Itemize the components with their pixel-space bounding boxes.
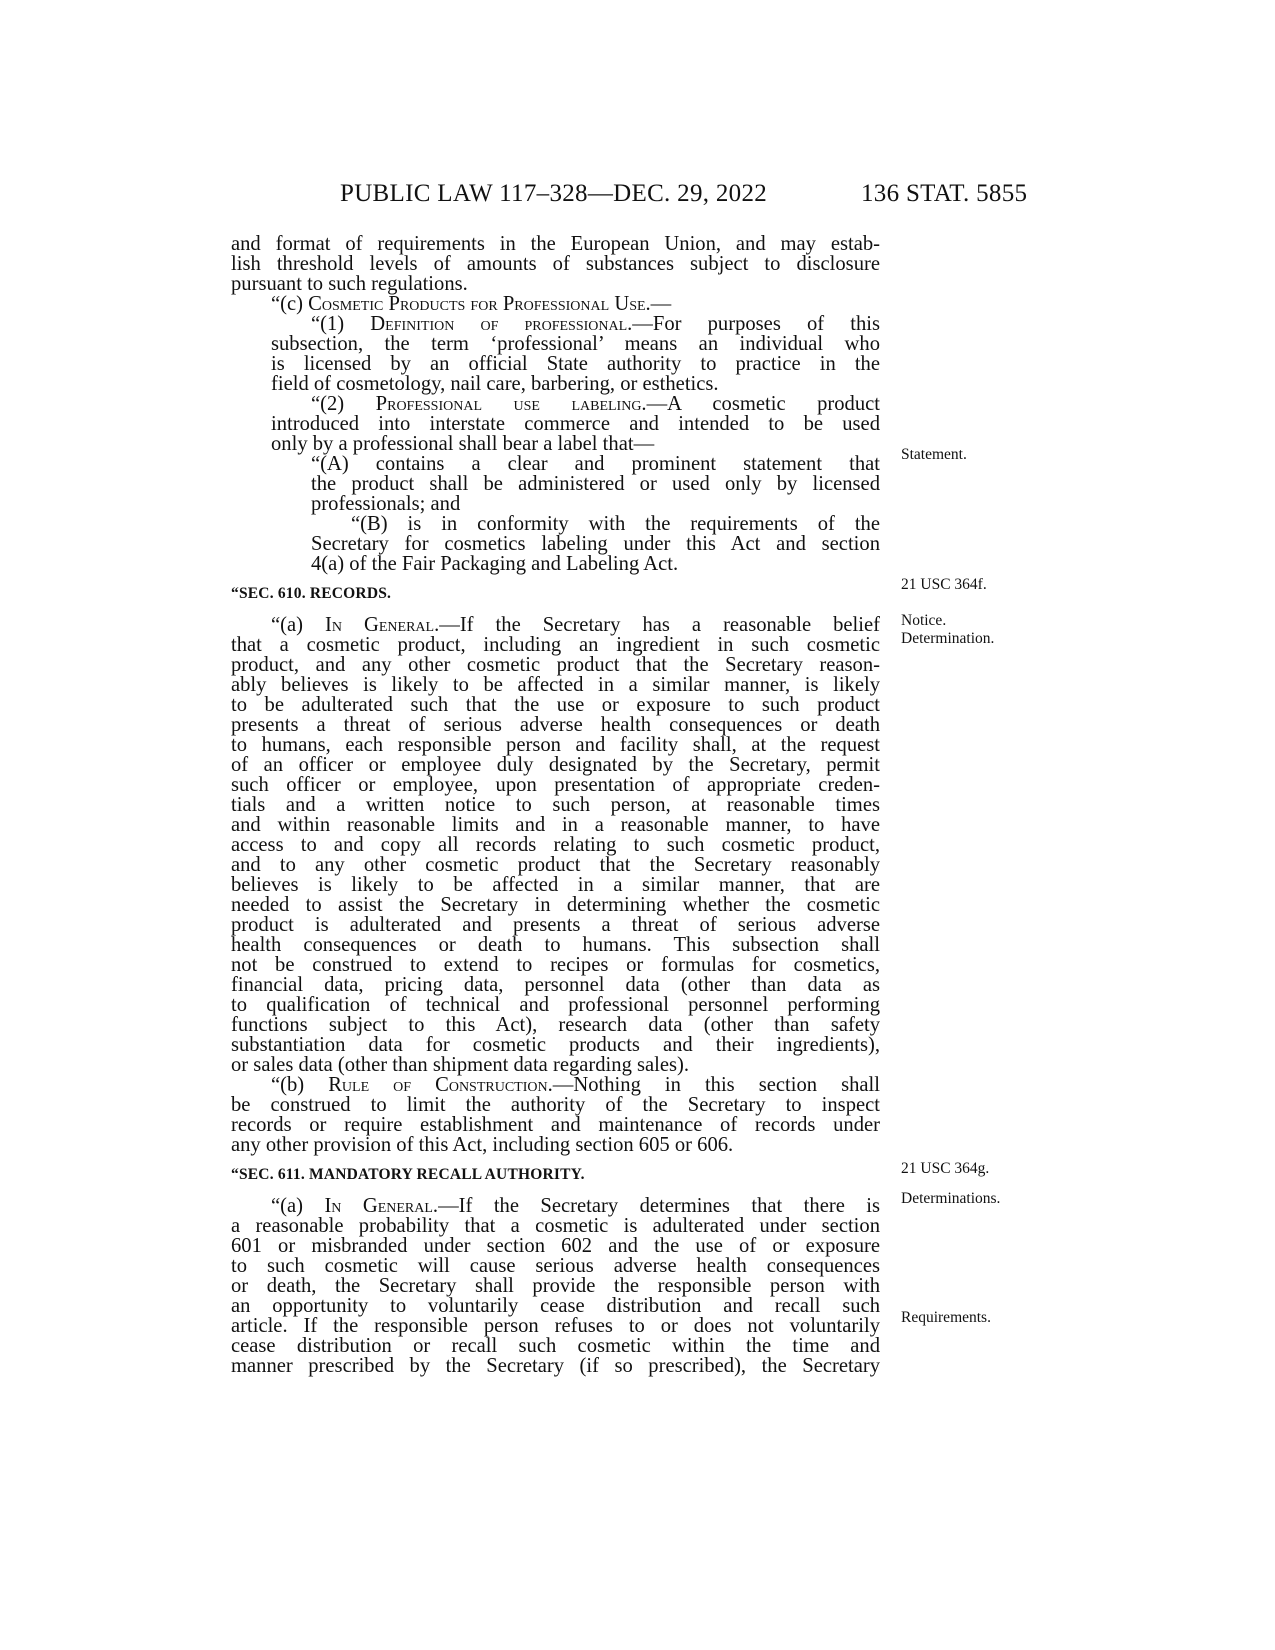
text-line: “(1) Definition of professional.—For purposes of this xyxy=(311,313,880,335)
section-heading: “SEC. 611. MANDATORY RECALL AUTHORITY. xyxy=(231,1166,585,1183)
text-line: substantiation data for cosmetic products and their ingredients), xyxy=(231,1034,880,1056)
text-line: the product shall be administered or used only by licensed xyxy=(311,473,880,495)
text-line: “(b) Rule of Construction.—Nothing in this section shall xyxy=(271,1074,880,1096)
text-line: cease distribution or recall such cosmetic within the time and xyxy=(231,1335,880,1357)
text-line: subsection, the term ‘professional’ means an individual who xyxy=(271,333,880,355)
running-header-title: PUBLIC LAW 117–328—DEC. 29, 2022 xyxy=(340,180,768,207)
text-line: only by a professional shall bear a label that— xyxy=(271,433,655,455)
margin-note-determinations: Determinations. xyxy=(901,1190,1001,1207)
margin-note-usc: 21 USC 364g. xyxy=(901,1160,990,1177)
text-line: that a cosmetic product, including an ingredient in such cosmetic xyxy=(231,634,880,656)
text-line: is licensed by an official State authority to practice in the xyxy=(271,353,880,375)
text-line: access to and copy all records relating to such cosmetic product, xyxy=(231,834,880,856)
page-stat-number: 136 STAT. 5855 xyxy=(861,180,1028,207)
text-line: lish threshold levels of amounts of substances subject to disclosure xyxy=(231,253,880,275)
text-line: not be construed to extend to recipes or formulas for cosmetics, xyxy=(231,954,880,976)
text-line: 601 or misbranded under section 602 and the use of or exposure xyxy=(231,1235,880,1257)
text-line: ably believes is likely to be affected in a similar manner, is likely xyxy=(231,674,880,696)
text-line: introduced into interstate commerce and intended to be used xyxy=(271,413,880,435)
text-line: be construed to limit the authority of the Secretary to inspect xyxy=(231,1094,880,1116)
text-line: an opportunity to voluntarily cease distribution and recall such xyxy=(231,1295,880,1317)
text-line: professionals; and xyxy=(311,493,461,515)
text-line: to qualification of technical and professional personnel performing xyxy=(231,994,880,1016)
text-line: “(2) Professional use labeling.—A cosmetic product xyxy=(311,393,880,415)
text-line: such officer or employee, upon presentation of appropriate creden- xyxy=(231,774,880,796)
section-heading: “SEC. 610. RECORDS. xyxy=(231,585,392,602)
text-line: records or require establishment and maintenance of records under xyxy=(231,1114,880,1136)
text-line: and to any other cosmetic product that the Secretary reasonably xyxy=(231,854,880,876)
text-line: a reasonable probability that a cosmetic is adulterated under section xyxy=(231,1215,880,1237)
text-line: financial data, pricing data, personnel data (other than data as xyxy=(231,974,880,996)
margin-note-notice: Notice. xyxy=(901,612,947,629)
margin-note-determination: Determination. xyxy=(901,630,995,647)
text-line: “(A) contains a clear and prominent statement that xyxy=(311,453,880,475)
text-line: 4(a) of the Fair Packaging and Labeling Act. xyxy=(311,553,679,575)
text-line: product is adulterated and presents a threat of serious adverse xyxy=(231,914,880,936)
text-line: “(B) is in conformity with the requirements of the xyxy=(351,513,880,535)
text-line: health consequences or death to humans. This subsection shall xyxy=(231,934,880,956)
text-line: tials and a written notice to such person, at reasonable times xyxy=(231,794,880,816)
text-line: any other provision of this Act, including section 605 or 606. xyxy=(231,1134,734,1156)
text-line: to such cosmetic will cause serious adverse health consequences xyxy=(231,1255,880,1277)
text-line: or death, the Secretary shall provide the responsible person with xyxy=(231,1275,880,1297)
text-line: believes is likely to be affected in a similar manner, that are xyxy=(231,874,880,896)
text-line: functions subject to this Act), research data (other than safety xyxy=(231,1014,880,1036)
margin-note-usc: 21 USC 364f. xyxy=(901,576,987,593)
text-line: article. If the responsible person refuses to or does not voluntarily xyxy=(231,1315,880,1337)
text-line: manner prescribed by the Secretary (if so prescribed), the Secretary xyxy=(231,1355,880,1377)
text-line: and within reasonable limits and in a reasonable manner, to have xyxy=(231,814,880,836)
text-line: Secretary for cosmetics labeling under this Act and section xyxy=(311,533,880,555)
text-line: presents a threat of serious adverse health consequences or death xyxy=(231,714,880,736)
text-line: “(a) In General.—If the Secretary has a reasonable belief xyxy=(271,614,880,636)
text-line: field of cosmetology, nail care, barbering, or esthetics. xyxy=(271,373,719,395)
margin-note-requirements: Requirements. xyxy=(901,1309,991,1326)
margin-note-statement: Statement. xyxy=(901,446,967,463)
text-line: needed to assist the Secretary in determining whether the cosmetic xyxy=(231,894,880,916)
text-line: of an officer or employee duly designated by the Secretary, permit xyxy=(231,754,880,776)
text-line: “(c) Cosmetic Products for Professional Use.— xyxy=(271,293,672,315)
text-line: to humans, each responsible person and facility shall, at the request xyxy=(231,734,880,756)
text-line: product, and any other cosmetic product that the Secretary reason- xyxy=(231,654,880,676)
text-line: to be adulterated such that the use or exposure to such product xyxy=(231,694,880,716)
text-line: pursuant to such regulations. xyxy=(231,273,468,295)
text-line: and format of requirements in the European Union, and may estab- xyxy=(231,233,880,255)
text-line: or sales data (other than shipment data regarding sales). xyxy=(231,1054,690,1076)
text-line: “(a) In General.—If the Secretary determines that there is xyxy=(271,1195,880,1217)
